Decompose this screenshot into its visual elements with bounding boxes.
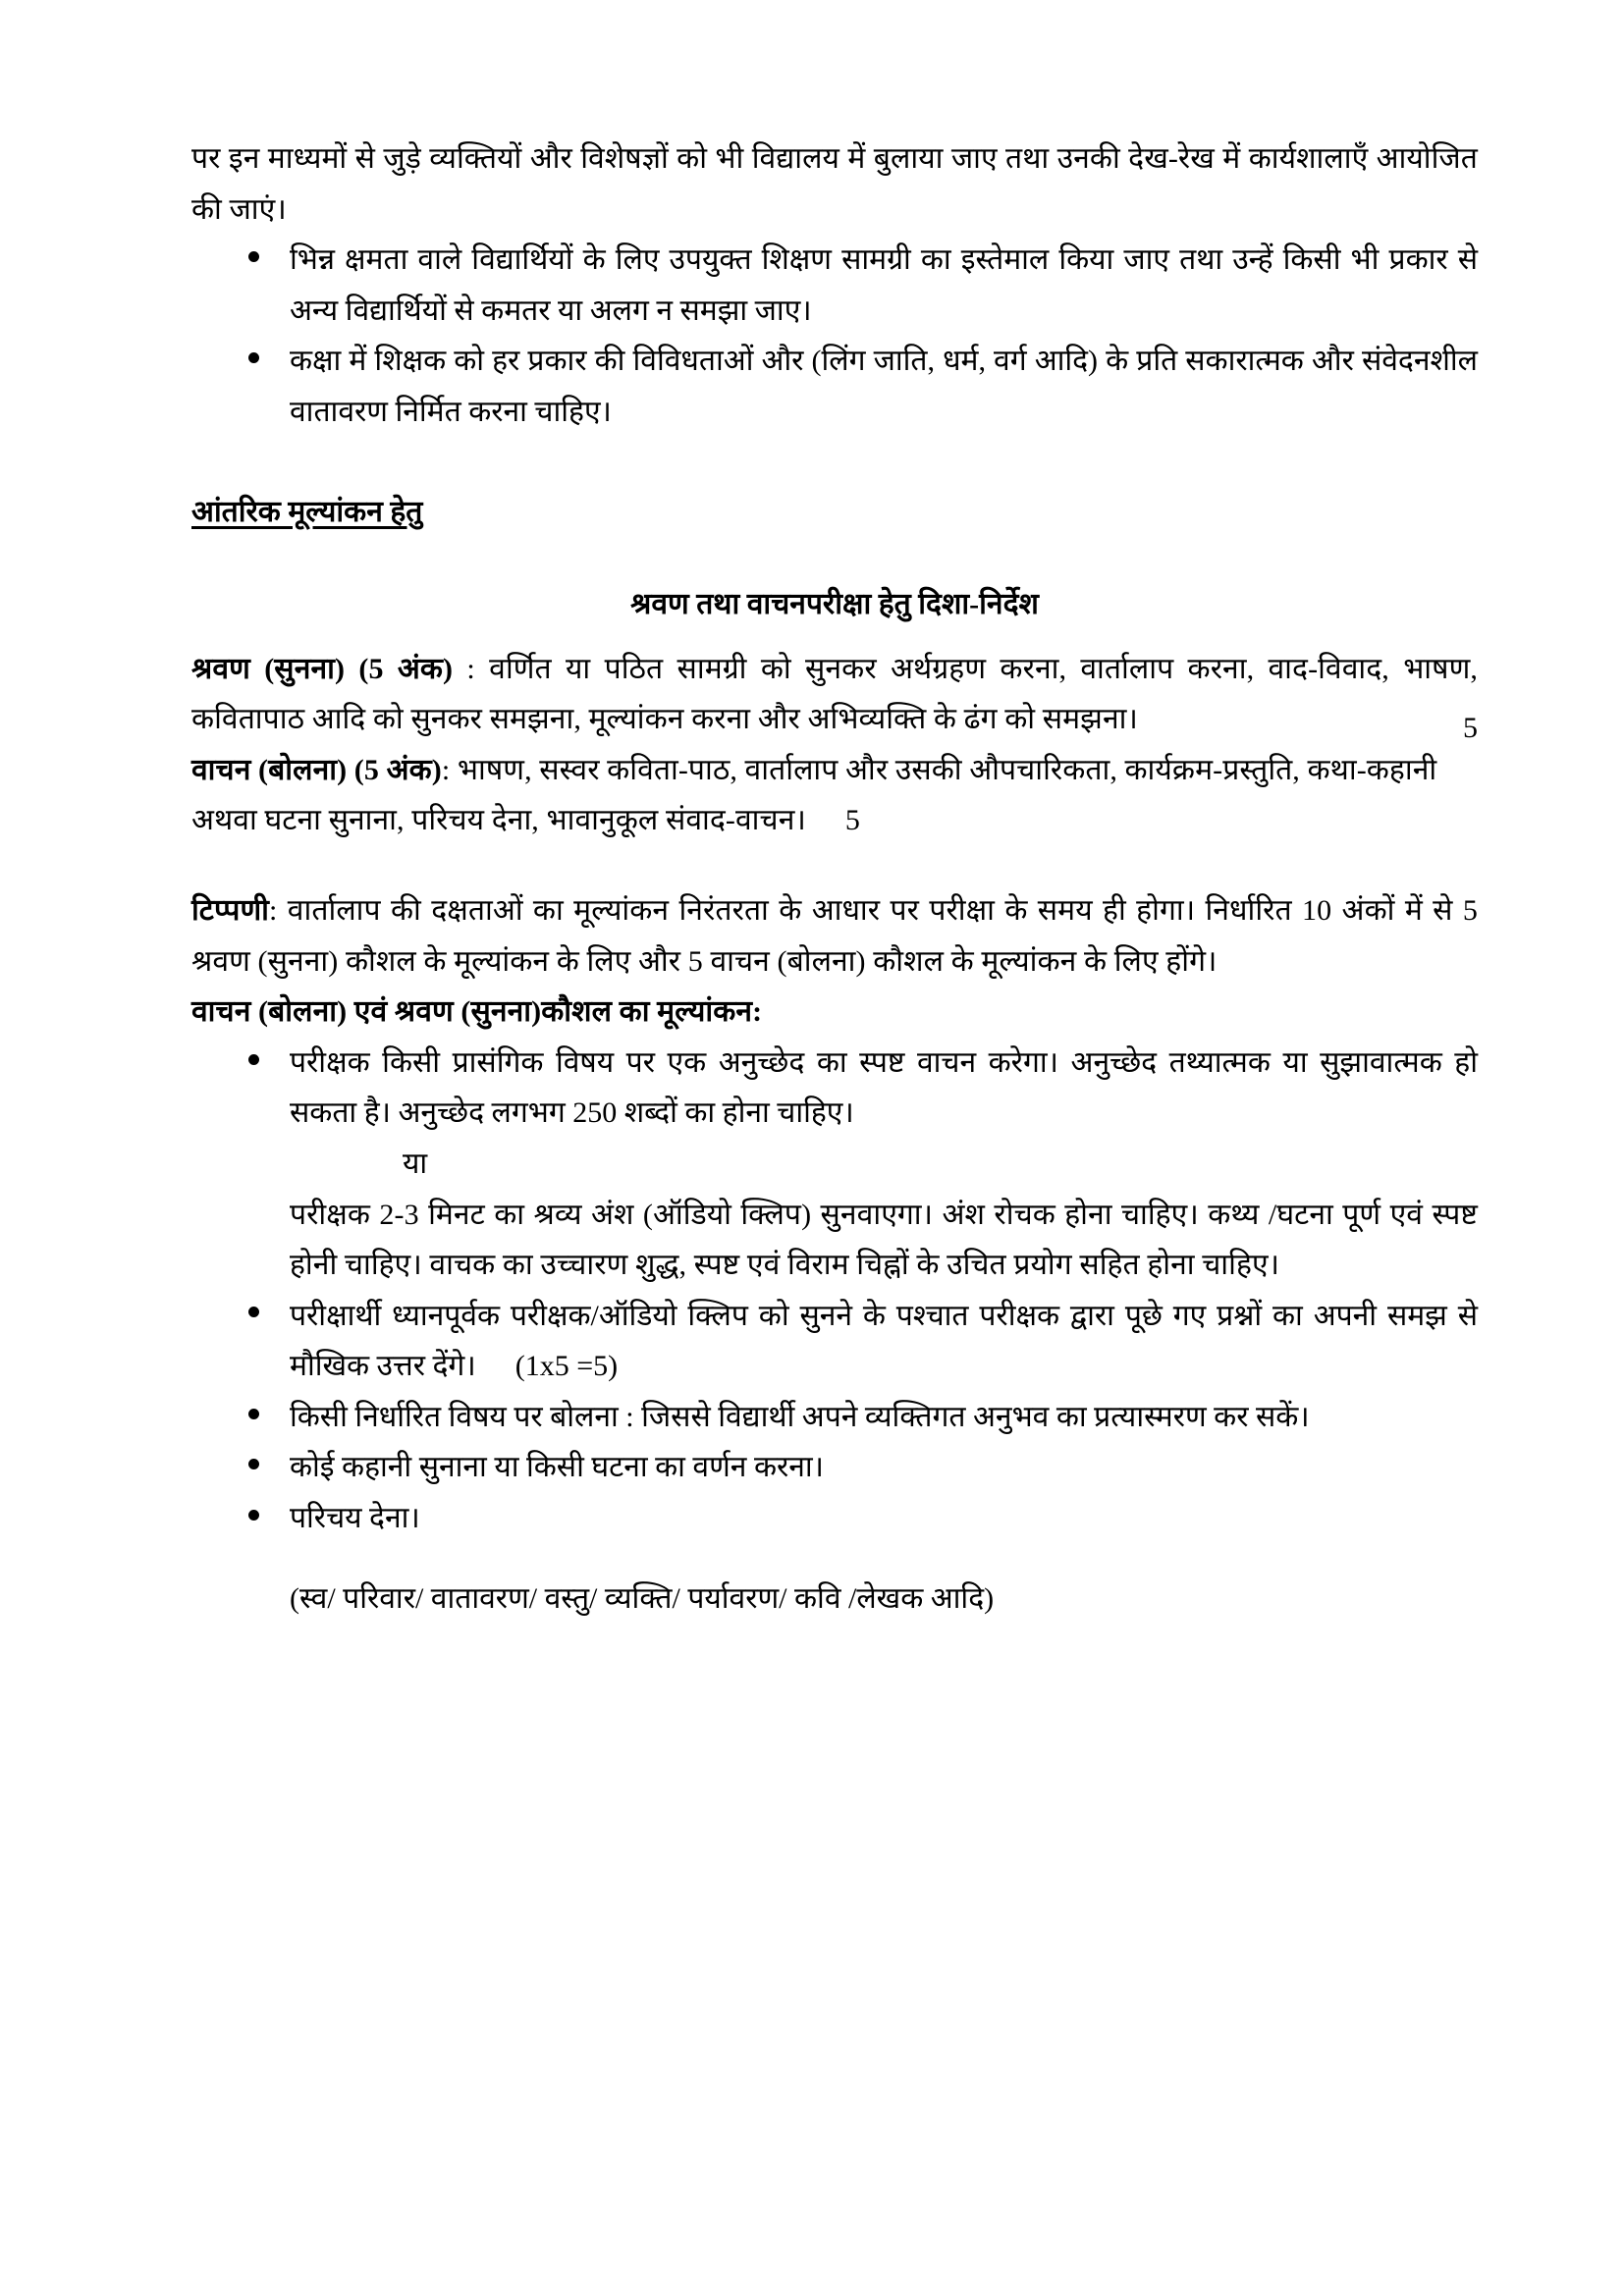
spacer xyxy=(191,628,1478,644)
list-item-text: किसी निर्धारित विषय पर बोलना : जिससे विद्यार्थी अपने व्यक्तिगत अनुभव का प्रत्यास्मरण कर सकें। xyxy=(290,1400,1310,1433)
shravan-block xyxy=(191,644,1478,745)
list-item-text: परीक्षक किसी प्रासंगिक विषय पर एक अनुच्छेद का स्पष्ट वाचन करेगा। अनुच्छेद तथ्यात्मक या सुझावात्मक हो सकता है। अनुच्छेद लगभग 250 शब्दों का होना चाहिए। xyxy=(290,1045,1478,1130)
bullet-dot-icon xyxy=(248,1409,259,1419)
vachan-body: : भाषण, सस्वर कविता-पाठ, वार्तालाप और उसकी औपचारिकता, कार्यक्रम-प्रस्तुति, कथा-कहानी अथवा घटना सुनाना, परिचय देना, भावानुकूल संवाद-वाचन। xyxy=(191,753,1437,837)
shravan-body: : वर्णित या पठित सामग्री को सुनकर अर्थग्रहण करना, वार्तालाप करना, वाद-विवाद, भाषण, कवितापाठ आदि को सुनकर समझना, मूल्यांकन करना और अभिव्यक्ति के ढंग को समझना। xyxy=(191,652,1478,736)
alternative-word: या xyxy=(403,1147,428,1180)
list-item xyxy=(191,1392,1478,1443)
list-item-text: कक्षा में शिक्षक को हर प्रकार की विविधताओं और (लिंग जाति, धर्म, वर्ग आदि) के प्रति सकारात्मक और संवेदनशील वातावरण निर्मित करना चाहिए। xyxy=(290,345,1478,428)
tippani-lead: टिप्पणी xyxy=(191,893,270,927)
list-item xyxy=(191,1291,1478,1392)
shravan-paragraph xyxy=(191,644,1478,745)
evaluation-bullet-list xyxy=(191,1038,1478,1625)
bullet-dot-icon xyxy=(248,1054,259,1065)
list-item-text: परिचय देना। xyxy=(290,1502,420,1535)
bullet-dot-icon xyxy=(248,1307,259,1317)
introduction-topics-note: (स्व/ परिवार/ वातावरण/ वस्तु/ व्यक्ति/ पर्यावरण/ कवि /लेखक आदि) xyxy=(290,1581,995,1615)
document-body xyxy=(191,133,1478,1624)
list-item xyxy=(191,1038,1478,1139)
vachan-marks: 5 xyxy=(844,804,861,837)
list-item-text: कोई कहानी सुनाना या किसी घटना का वर्णन करना। xyxy=(290,1451,825,1484)
top-continuation-paragraph: पर इन माध्यमों से जुड़े व्यक्तियों और विशेषज्ञों को भी विद्यालय में बुलाया जाए तथा उनकी देख-रेख में कार्यशालाएँ आयोजित की जाएं। xyxy=(191,142,1478,226)
list-item xyxy=(191,1442,1478,1493)
shravan-marks: 5 xyxy=(1463,711,1478,744)
section-heading-wrap xyxy=(191,489,1478,536)
tippani-paragraph xyxy=(191,885,1478,987)
spacer xyxy=(191,536,1478,581)
spacer xyxy=(191,846,1478,885)
tippani-body: : वार्तालाप की दक्षताओं का मूल्यांकन निरंतरता के आधार पर परीक्षा के समय ही होगा। निर्धारित 10 अंकों में से 5 श्रवण (सुनना) कौशल के मूल्यांकन के लिए और 5 वाचन (बोलना) कौशल के मूल्यांकन के लिए होंगे। xyxy=(191,893,1478,978)
list-item xyxy=(191,336,1478,437)
vachan-paragraph xyxy=(191,745,1478,846)
evaluation-heading: वाचन (बोलना) एवं श्रवण (सुनना)कौशल का मूल्यांकन: xyxy=(191,995,763,1029)
list-item-text: परीक्षार्थी ध्यानपूर्वक परीक्षक/ऑडियो क्लिप को सुनने के पश्चात परीक्षक द्वारा पूछे गए प्रश्नों का अपनी समझ से मौखिक उत्तर देंगे। xyxy=(290,1299,1478,1383)
bullet-dot-icon xyxy=(248,1510,259,1521)
question-marks-note: (1x5 =5) xyxy=(514,1350,619,1383)
bullet-dot-icon xyxy=(248,1459,259,1469)
list-item xyxy=(191,1493,1478,1544)
section-heading: आंतरिक मूल्यांकन हेतु xyxy=(191,495,423,528)
list-item-text: भिन्न क्षमता वाले विद्यार्थियों के लिए उपयुक्त शिक्षण सामग्री का इस्तेमाल किया जाए तथा उन्हें किसी भी प्रकार से अन्य विद्यार्थियों से कमतर या अलग न समझा जाए। xyxy=(290,243,1478,327)
shravan-lead: श्रवण (सुनना) (5 अंक) xyxy=(191,652,454,685)
alternative-paragraph: परीक्षक 2-3 मिनट का श्रव्य अंश (ऑडियो क्लिप) सुनवाएगा। अंश रोचक होना चाहिए। कथ्य /घटना पूर्ण एवं स्पष्ट होनी चाहिए। वाचक का उच्चारण शुद्ध, स्पष्ट एवं विराम चिह्नों के उचित प्रयोग सहित होना चाहिए। xyxy=(290,1198,1478,1282)
spacer xyxy=(191,438,1478,489)
bullet-dot-icon xyxy=(248,352,259,363)
top-bullet-list xyxy=(191,235,1478,437)
vachan-lead: वाचन (बोलना) (5 अंक) xyxy=(191,753,442,786)
bullet-dot-icon xyxy=(248,251,259,262)
centered-title: श्रवण तथा वाचनपरीक्षा हेतु दिशा-निर्देश xyxy=(630,587,1039,620)
list-item xyxy=(191,235,1478,336)
